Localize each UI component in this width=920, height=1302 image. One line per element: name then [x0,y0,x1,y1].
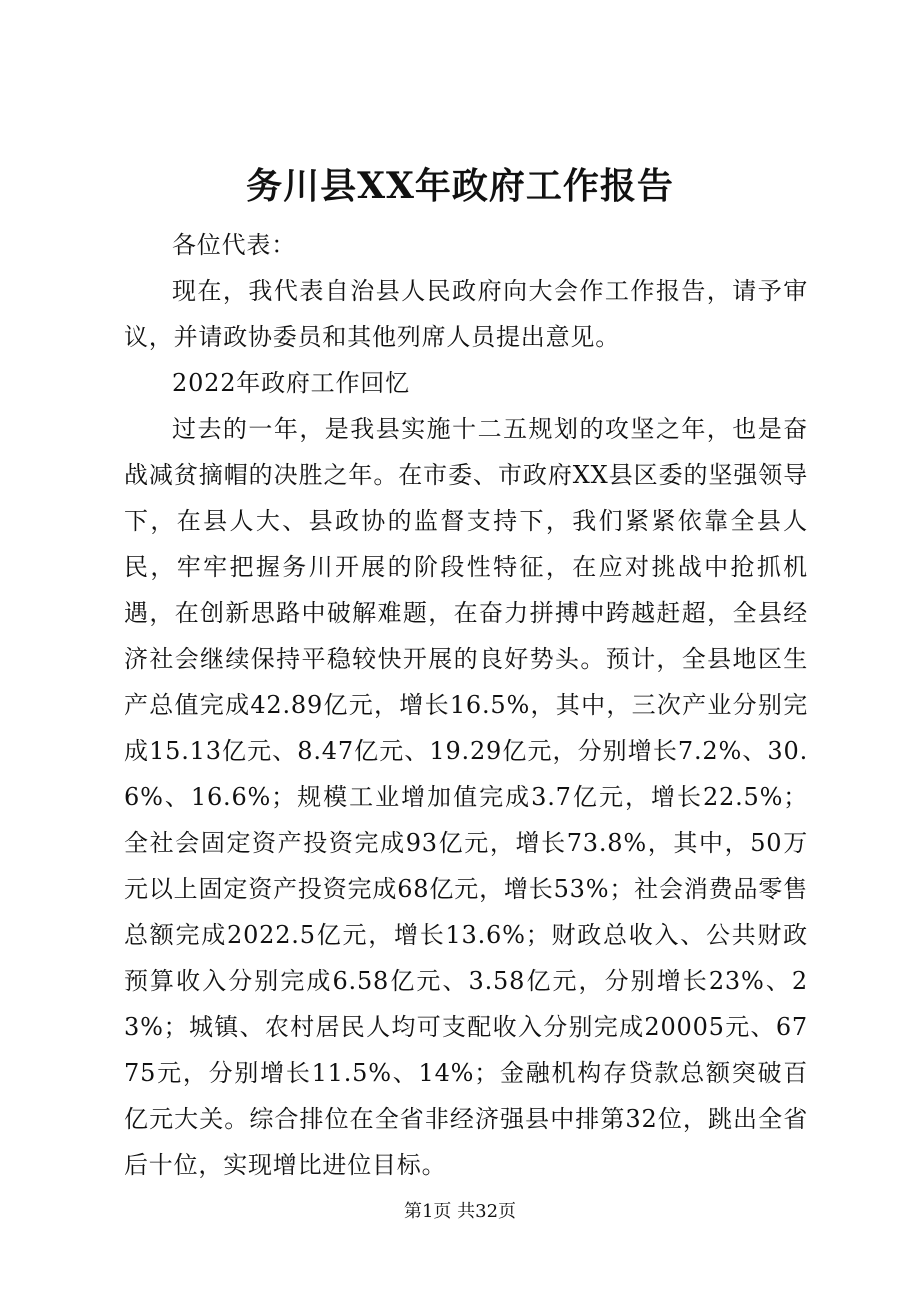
review-paragraph: 过去的一年，是我县实施十二五规划的攻坚之年，也是奋战减贫摘帽的决胜之年。在市委、市政府XX县区委的坚强领导下，在县人大、县政协的监督支持下，我们紧紧依靠全县人民，牢牢把握务川开展的阶段性特征，在应对挑战中抢抓机遇，在创新思路中破解难题，在奋力拼搏中跨越赶超，全县经济社会继续保持平稳较快开展的良好势头。预计，全县地区生产总值完成42.89亿元，增长16.5%，其中，三次产业分别完成15.13亿元、8.47亿元、19.29亿元，分别增长7.2%、30.6%、16.6%；规模工业增加值完成3.7亿元，增长22.5%；全社会固定资产投资完成93亿元，增长73.8%，其中，50万元以上固定资产投资完成68亿元，增长53%；社会消费品零售总额完成2022.5亿元，增长13.6%；财政总收入、公共财政预算收入分别完成6.58亿元、3.58亿元，分别增长23%、23%；城镇、农村居民人均可支配收入分别完成20005元、6775元，分别增长11.5%、14%；金融机构存贷款总额突破百亿元大关。综合排位在全省非经济强县中排第32位，跳出全省后十位，实现增比进位目标。 [124,415,808,1179]
document-title: 务川县XX年政府工作报告 [246,165,674,207]
section-heading: 2022年政府工作回忆 [172,369,410,397]
page-number-footer: 第1页 共32页 [403,1201,517,1222]
document-body [124,222,808,1188]
intro-paragraph: 现在，我代表自治县人民政府向大会作工作报告，请予审议，并请政协委员和其他列席人员提出意见。 [124,277,808,351]
salutation-paragraph: 各位代表： [172,231,296,259]
